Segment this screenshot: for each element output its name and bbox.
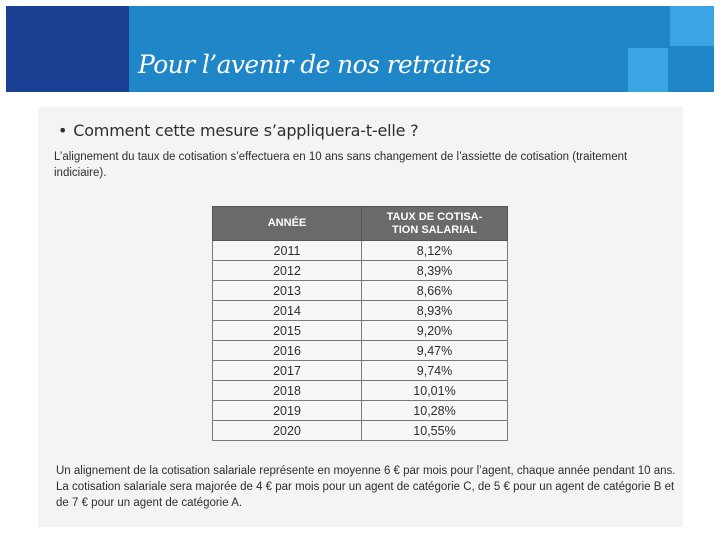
table-body <box>213 241 508 441</box>
table-row <box>213 281 508 301</box>
year-cell: 2015 <box>213 321 362 341</box>
scanned-document <box>38 107 683 527</box>
year-cell: 2014 <box>213 301 362 321</box>
banner-navy-block <box>6 6 129 92</box>
table-row <box>213 301 508 321</box>
year-cell: 2019 <box>213 401 362 421</box>
rate-cell: 10,55% <box>362 421 508 441</box>
rate-cell: 8,12% <box>362 241 508 261</box>
rate-cell: 8,39% <box>362 261 508 281</box>
banner-square-decoration <box>628 48 668 92</box>
table-row <box>213 381 508 401</box>
table-row <box>213 241 508 261</box>
year-cell: 2020 <box>213 421 362 441</box>
heading-text: Comment cette mesure s’appliquera-t-elle ? <box>73 121 419 140</box>
year-cell: 2017 <box>213 361 362 381</box>
year-cell: 2012 <box>213 261 362 281</box>
banner-square-decoration <box>670 6 714 46</box>
table-row <box>213 341 508 361</box>
conclusion-paragraph: Un alignement de la cotisation salariale représente en moyenne 6 € par mois pour l’agent, chaque année pendant 10 ans. La cotisation salariale sera majorée de 4 € par mois pour un agent de catégorie C, de 5 € pour un agent de catégorie B et de 7 € pour un agent de catégorie A. <box>56 465 676 509</box>
rate-cell: 8,66% <box>362 281 508 301</box>
table-row <box>213 361 508 381</box>
table-header-row <box>213 207 508 241</box>
table-row <box>213 421 508 441</box>
table-row <box>213 321 508 341</box>
table-row <box>213 401 508 421</box>
table-row <box>213 261 508 281</box>
rate-cell: 9,74% <box>362 361 508 381</box>
section-heading <box>58 121 418 140</box>
year-cell: 2018 <box>213 381 362 401</box>
banner-square-decoration <box>670 48 714 92</box>
rate-cell: 9,20% <box>362 321 508 341</box>
year-cell: 2011 <box>213 241 362 261</box>
rate-cell: 10,28% <box>362 401 508 421</box>
rate-cell: 10,01% <box>362 381 508 401</box>
year-cell: 2013 <box>213 281 362 301</box>
column-header-rate: TAUX DE COTISA- TION SALARIAL <box>362 207 508 241</box>
rate-cell: 8,93% <box>362 301 508 321</box>
slide-title: Pour l’avenir de nos retraites <box>138 50 491 79</box>
contribution-rate-table <box>212 206 508 441</box>
bullet-icon: • <box>58 121 68 140</box>
year-cell: 2016 <box>213 341 362 361</box>
intro-paragraph: L’alignement du taux de cotisation s’effectuera en 10 ans sans changement de l’assiette de cotisation (traitement indiciaire). <box>54 151 628 179</box>
column-header-year: ANNÉE <box>213 207 362 241</box>
rate-cell: 9,47% <box>362 341 508 361</box>
header-banner <box>6 6 714 92</box>
